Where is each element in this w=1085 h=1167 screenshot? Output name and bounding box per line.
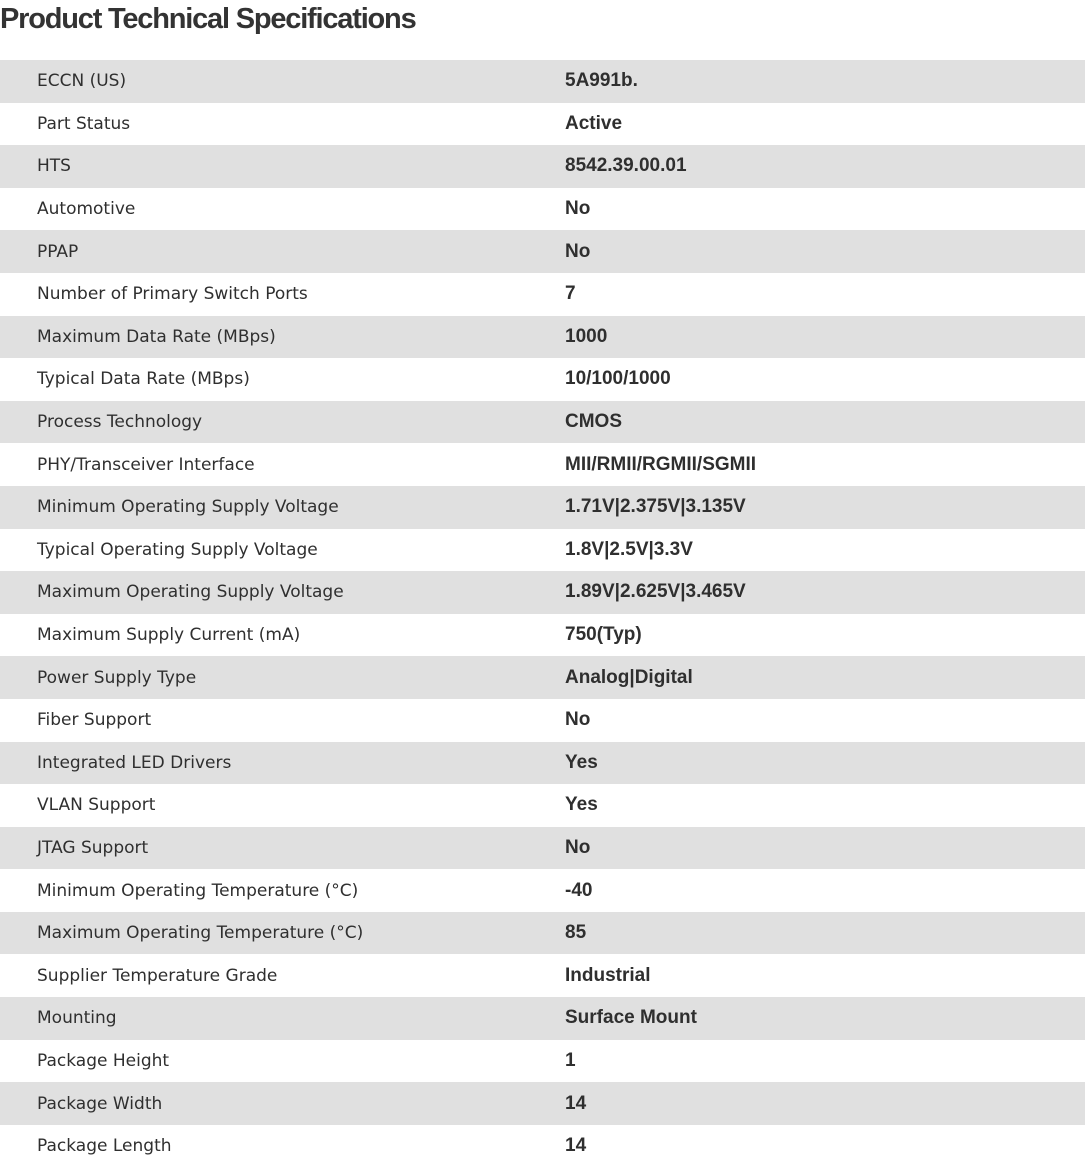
spec-value: 10/100/1000 (565, 368, 671, 390)
spec-label: Maximum Data Rate (MBps) (37, 326, 276, 347)
spec-value: CMOS (565, 411, 622, 433)
table-row (0, 614, 1085, 657)
spec-value: 8542.39.00.01 (565, 155, 687, 177)
spec-value: 1.71V|2.375V|3.135V (565, 496, 746, 518)
table-row (0, 486, 1085, 529)
spec-value: Active (565, 112, 623, 134)
table-row (0, 827, 1085, 870)
spec-label: Maximum Supply Current (mA) (37, 625, 301, 646)
table-row (0, 273, 1085, 316)
spec-label: ECCN (US) (37, 71, 127, 92)
table-row (0, 443, 1085, 486)
spec-value: MII/RMII/RGMII/SGMII (565, 453, 757, 475)
table-row (0, 912, 1085, 955)
table-row (0, 1040, 1085, 1083)
spec-label: Number of Primary Switch Ports (37, 284, 308, 305)
spec-label: Package Height (37, 1050, 170, 1071)
table-row (0, 997, 1085, 1040)
spec-value: Yes (565, 751, 598, 773)
table-row (0, 230, 1085, 273)
spec-value: 85 (565, 922, 587, 944)
spec-value: -40 (565, 879, 593, 901)
table-row (0, 742, 1085, 785)
spec-label: Fiber Support (37, 710, 152, 731)
table-row (0, 954, 1085, 997)
spec-label: Maximum Operating Supply Voltage (37, 582, 344, 603)
spec-label: JTAG Support (37, 837, 149, 858)
table-row (0, 145, 1085, 188)
table-row (0, 60, 1085, 103)
spec-label: Typical Operating Supply Voltage (37, 539, 318, 560)
spec-value: No (565, 198, 591, 220)
table-row (0, 784, 1085, 827)
spec-label: Power Supply Type (37, 667, 197, 688)
spec-label: Part Status (37, 113, 131, 134)
table-row (0, 529, 1085, 572)
table-row (0, 1125, 1085, 1167)
spec-label: Supplier Temperature Grade (37, 965, 278, 986)
spec-label: Mounting (37, 1008, 117, 1029)
spec-value: Industrial (565, 964, 651, 986)
spec-label: Process Technology (37, 412, 203, 433)
spec-value: 1000 (565, 325, 608, 347)
spec-value: 7 (565, 283, 576, 305)
spec-value: Surface Mount (565, 1007, 697, 1029)
spec-label: Integrated LED Drivers (37, 752, 232, 773)
table-row (0, 103, 1085, 146)
spec-value: 14 (565, 1135, 587, 1157)
spec-value: No (565, 836, 591, 858)
spec-label: PHY/Transceiver Interface (37, 454, 255, 475)
spec-value: Yes (565, 794, 598, 816)
spec-value: No (565, 709, 591, 731)
spec-value: 1 (565, 1049, 576, 1071)
spec-label: PPAP (37, 241, 79, 262)
spec-value: Analog|Digital (565, 666, 693, 688)
table-row (0, 571, 1085, 614)
spec-label: Minimum Operating Temperature (°C) (37, 880, 359, 901)
table-row (0, 699, 1085, 742)
spec-value: 1.89V|2.625V|3.465V (565, 581, 746, 603)
table-row (0, 401, 1085, 444)
spec-value: 14 (565, 1092, 587, 1114)
table-row (0, 188, 1085, 231)
spec-label: Typical Data Rate (MBps) (37, 369, 250, 390)
table-row (0, 656, 1085, 699)
spec-label: Package Width (37, 1093, 163, 1114)
spec-label: VLAN Support (37, 795, 156, 816)
spec-label: Automotive (37, 199, 136, 220)
spec-value: No (565, 240, 591, 262)
spec-value: 5A991b. (565, 70, 638, 92)
table-row (0, 316, 1085, 359)
page-title: Product Technical Specifications (0, 3, 416, 35)
spec-label: Minimum Operating Supply Voltage (37, 497, 339, 518)
spec-label: Package Length (37, 1136, 172, 1157)
table-row (0, 869, 1085, 912)
table-row (0, 1082, 1085, 1125)
spec-label: HTS (37, 156, 71, 177)
spec-value: 1.8V|2.5V|3.3V (565, 538, 693, 560)
spec-table (0, 60, 1085, 1167)
spec-value: 750(Typ) (565, 624, 642, 646)
table-row (0, 358, 1085, 401)
spec-label: Maximum Operating Temperature (°C) (37, 923, 364, 944)
